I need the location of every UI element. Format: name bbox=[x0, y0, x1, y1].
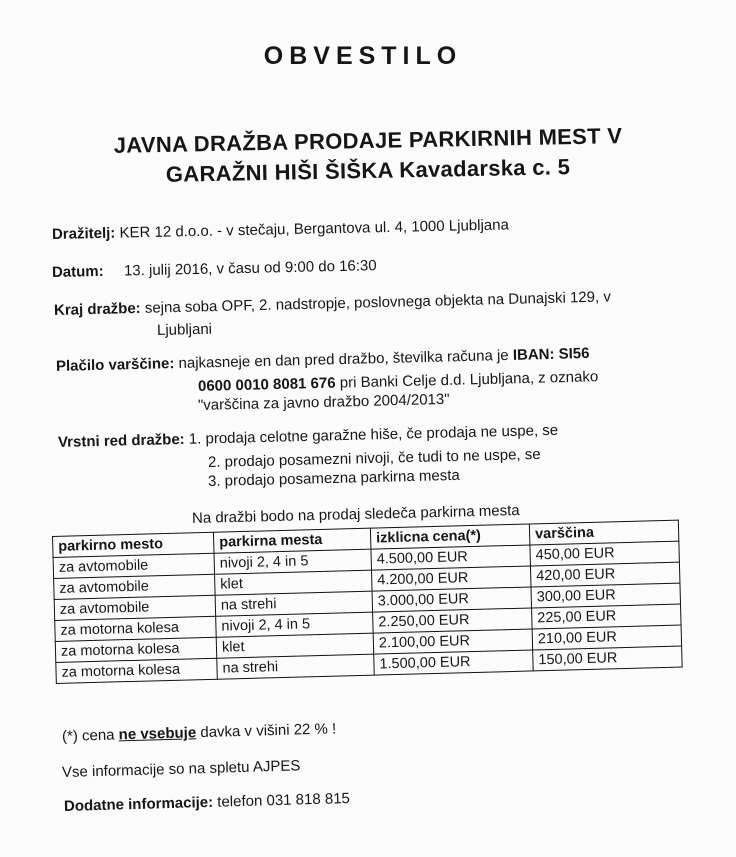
header-parking-spot: parkirno mesto bbox=[53, 532, 214, 557]
cell-price: 1.500,00 EUR bbox=[374, 650, 533, 675]
footnote-emphasis: ne vsebuje bbox=[118, 724, 197, 744]
date-value: 13. julij 2016, v času od 9:00 do 16:30 bbox=[123, 257, 377, 280]
order-step-1: 1. prodaja celotne garažne hiše, če prodaja ne uspe, se bbox=[188, 421, 559, 448]
cell-spaces: nivoji 2, 4 in 5 bbox=[216, 612, 373, 637]
table-intro: Na dražbi bodo na prodaj sledeča parkirna mesta bbox=[191, 501, 520, 527]
deposit-line-2 bbox=[198, 368, 599, 395]
auctioneer-label: Dražitelj: bbox=[51, 224, 116, 243]
cell-type: za motorna kolesa bbox=[55, 637, 216, 662]
cell-type: za motorna kolesa bbox=[55, 616, 216, 641]
footnote-suffix: davka v višini 22 % ! bbox=[200, 720, 337, 742]
cell-spaces: klet bbox=[215, 570, 372, 595]
contact-label: Dodatne informacije: bbox=[63, 793, 214, 815]
footnote-prefix: (*) cena bbox=[61, 726, 115, 745]
deposit-value-2: pri Banki Celje d.d. Ljubljana, z oznako bbox=[339, 368, 599, 392]
location-line bbox=[54, 288, 611, 319]
cell-spaces: na strehi bbox=[217, 654, 374, 679]
order-step-3: 3. prodajo posamezna parkirna mesta bbox=[207, 466, 460, 490]
contact-line bbox=[64, 790, 350, 815]
cell-deposit: 450,00 EUR bbox=[530, 541, 679, 566]
cell-type: za avtomobile bbox=[54, 595, 215, 620]
cell-type: za avtomobile bbox=[54, 574, 215, 599]
auctioneer-line bbox=[52, 216, 509, 243]
cell-type: za motorna kolesa bbox=[56, 658, 217, 683]
location-line-2: Ljubljani bbox=[156, 320, 213, 339]
order-step-2: 2. prodajo posamezni nivoji, če tudi to ne uspe, se bbox=[207, 445, 541, 471]
deposit-iban-1: IBAN: SI56 bbox=[512, 344, 590, 364]
notice-title: OBVESTILO bbox=[263, 42, 463, 70]
order-label: Vrstni red dražbe: bbox=[57, 430, 185, 451]
headline-line-2: GARAŽNI HIŠI ŠIŠKA Kavadarska c. 5 bbox=[165, 154, 571, 187]
deposit-line-3: "varščina za javno dražbo 2004/2013" bbox=[197, 390, 450, 414]
cell-deposit: 210,00 EUR bbox=[532, 625, 681, 650]
cell-type: za avtomobile bbox=[53, 553, 214, 578]
contact-value: telefon 031 818 815 bbox=[217, 790, 351, 811]
parking-table-wrap bbox=[52, 520, 683, 684]
date-line bbox=[52, 257, 377, 281]
tax-footnote bbox=[62, 720, 337, 745]
cell-price: 2.250,00 EUR bbox=[373, 608, 532, 633]
header-parking-spaces: parkirna mesta bbox=[213, 528, 370, 553]
deposit-value: najkasneje en dan pred dražbo, številka računa je bbox=[178, 346, 509, 373]
parking-table bbox=[52, 520, 683, 684]
auctioneer-value: KER 12 d.o.o. - v stečaju, Bergantova ul. 4, 1000 Ljubljana bbox=[119, 216, 510, 242]
cell-price: 4.500,00 EUR bbox=[371, 545, 530, 570]
location-value: sejna soba OPF, 2. nadstropje, poslovnega objekta na Dunajski 129, v bbox=[144, 288, 612, 317]
cell-deposit: 420,00 EUR bbox=[530, 562, 679, 587]
cell-price: 4.200,00 EUR bbox=[372, 566, 531, 591]
cell-spaces: nivoji 2, 4 in 5 bbox=[214, 549, 371, 574]
deposit-label: Plačilo varščine: bbox=[55, 355, 175, 375]
headline-line-1: JAVNA DRAŽBA PRODAJE PARKIRNIH MEST V bbox=[113, 123, 623, 158]
cell-price: 2.100,00 EUR bbox=[373, 629, 532, 654]
date-label: Datum: bbox=[51, 262, 104, 281]
info-line: Vse informacije so na spletu AJPES bbox=[61, 757, 301, 781]
header-starting-price: izklicna cena(*) bbox=[370, 524, 529, 549]
cell-deposit: 225,00 EUR bbox=[532, 604, 681, 629]
location-label: Kraj dražbe: bbox=[53, 299, 141, 319]
deposit-iban-2: 0600 0010 8081 676 bbox=[197, 374, 336, 395]
cell-deposit: 300,00 EUR bbox=[531, 583, 680, 608]
header-deposit: varščina bbox=[529, 520, 678, 545]
cell-price: 3.000,00 EUR bbox=[372, 587, 531, 612]
cell-deposit: 150,00 EUR bbox=[533, 646, 682, 671]
cell-spaces: klet bbox=[216, 633, 373, 658]
cell-spaces: na strehi bbox=[215, 591, 372, 616]
